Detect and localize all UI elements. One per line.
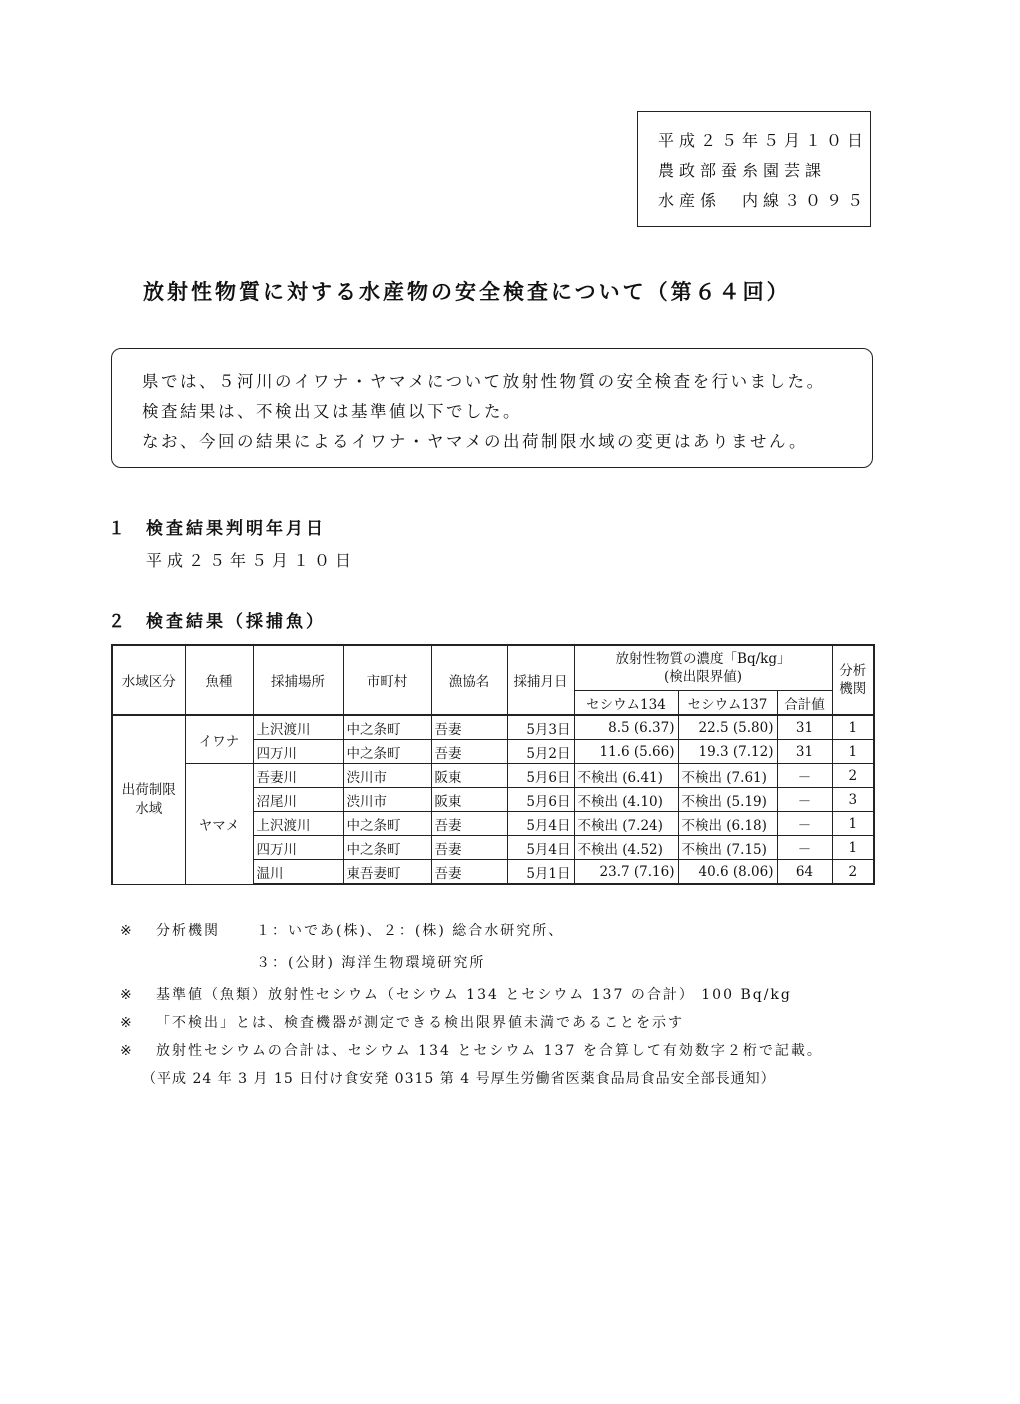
- cell-cs137: 不検出 (6.18): [678, 812, 777, 836]
- area-line-1: 出荷制限: [121, 781, 176, 798]
- header-department: 農政部蚕糸園芸課: [658, 161, 827, 180]
- cell-location: 四万川: [253, 836, 343, 860]
- cell-cs134: 11.6 (5.66): [574, 740, 678, 764]
- cell-total: －: [777, 788, 832, 812]
- cell-cs137: 40.6 (8.06): [678, 860, 777, 885]
- cell-date: 5月4日: [507, 836, 574, 860]
- cell-cs134: 不検出 (4.52): [574, 836, 678, 860]
- summary-line-1: 県では、５河川のイワナ・ヤマメについて放射性物質の安全検査を行いました。: [142, 372, 826, 391]
- header-concentration-line-1: 放射性物質の濃度「Bq/kg」: [615, 651, 791, 667]
- results-table: [111, 644, 875, 885]
- note-standard: [120, 984, 792, 1004]
- header-lab: [832, 645, 874, 715]
- cell-total: －: [777, 764, 832, 788]
- cell-municipality: 渋川市: [343, 788, 431, 812]
- section-2-heading: [108, 607, 326, 632]
- cell-date: 5月1日: [507, 860, 574, 885]
- note-not-detected-text: 「不検出」とは、検査機器が測定できる検出限界値未満であることを示す: [156, 1015, 684, 1031]
- cell-date: 5月4日: [507, 812, 574, 836]
- cell-total: －: [777, 836, 832, 860]
- note-lab: [120, 920, 564, 940]
- cell-cs134: 不検出 (7.24): [574, 812, 678, 836]
- section-2-title: 検査結果（採捕魚）: [146, 612, 326, 632]
- cell-total: 31: [777, 740, 832, 764]
- summary-box: [111, 348, 873, 468]
- cell-fishery: 吾妻: [431, 740, 507, 764]
- note-lab-label: 分析機関: [156, 923, 220, 939]
- species-yamame: ヤマメ: [185, 764, 253, 885]
- cell-lab: 1: [832, 836, 874, 860]
- note-total-text: 放射性セシウムの合計は、セシウム 134 とセシウム 137 を合算して有効数字２桁で記載。: [156, 1043, 823, 1059]
- section-2-number: ２: [108, 612, 128, 632]
- table-row: [112, 764, 874, 788]
- note-mark: ※: [120, 1043, 134, 1059]
- header-info-box: [637, 111, 871, 227]
- cell-fishery: 吾妻: [431, 812, 507, 836]
- cell-cs137: 22.5 (5.80): [678, 715, 777, 740]
- species-iwana: イワナ: [185, 715, 253, 764]
- cell-municipality: 渋川市: [343, 764, 431, 788]
- header-municipality: 市町村: [343, 645, 431, 715]
- cell-date: 5月3日: [507, 715, 574, 740]
- cell-lab: 1: [832, 812, 874, 836]
- cell-municipality: 中之条町: [343, 740, 431, 764]
- cell-fishery: 吾妻: [431, 836, 507, 860]
- cell-cs137: 19.3 (7.12): [678, 740, 777, 764]
- cell-fishery: 吾妻: [431, 860, 507, 885]
- header-lab-line-2: 機関: [839, 681, 867, 697]
- cell-location: 沼尾川: [253, 788, 343, 812]
- cell-cs137: 不検出 (7.61): [678, 764, 777, 788]
- cell-municipality: 中之条町: [343, 715, 431, 740]
- header-location: 採捕場所: [253, 645, 343, 715]
- cell-date: 5月2日: [507, 740, 574, 764]
- table-row: [112, 715, 874, 740]
- cell-cs134: 不検出 (4.10): [574, 788, 678, 812]
- cell-cs137: 不検出 (7.15): [678, 836, 777, 860]
- cell-lab: 1: [832, 740, 874, 764]
- cell-municipality: 中之条町: [343, 812, 431, 836]
- cell-date: 5月6日: [507, 788, 574, 812]
- section-1-title: 検査結果判明年月日: [146, 519, 326, 539]
- cell-cs134: 不検出 (6.41): [574, 764, 678, 788]
- cell-location: 温川: [253, 860, 343, 885]
- cell-date: 5月6日: [507, 764, 574, 788]
- section-1-heading: [108, 514, 326, 539]
- document-title: 放射性物質に対する水産物の安全検査について（第６４回）: [143, 280, 791, 304]
- cell-location: 四万川: [253, 740, 343, 764]
- summary-line-2: 検査結果は、不検出又は基準値以下でした。: [142, 402, 522, 421]
- header-cs137: セシウム137: [678, 691, 777, 716]
- table-header-row-1: [112, 645, 874, 691]
- header-contact: 水産係 内線３０９５: [658, 191, 869, 210]
- note-mark: ※: [120, 923, 134, 939]
- cell-municipality: 中之条町: [343, 836, 431, 860]
- cell-total: 64: [777, 860, 832, 885]
- note-standard-text: 基準値（魚類）放射性セシウム（セシウム 134 とセシウム 137 の合計） 100 Bq/kg: [156, 987, 792, 1003]
- note-mark: ※: [120, 1015, 134, 1031]
- header-total: 合計値: [777, 691, 832, 716]
- area-line-2: 水域: [135, 800, 163, 817]
- cell-lab: 2: [832, 764, 874, 788]
- note-not-detected: [120, 1012, 684, 1032]
- header-concentration-line-2: (検出限界値): [663, 669, 743, 685]
- header-cs134: セシウム134: [574, 691, 678, 716]
- cell-total: －: [777, 812, 832, 836]
- cell-cs134: 8.5 (6.37): [574, 715, 678, 740]
- note-reference: （平成 24 年 3 月 15 日付け食安発 0315 第 4 号厚生労働省医薬食品局食品安全部長通知）: [142, 1071, 776, 1087]
- cell-fishery: 阪東: [431, 764, 507, 788]
- cell-cs134: 23.7 (7.16): [574, 860, 678, 885]
- header-date: 平成２５年５月１０日: [658, 131, 869, 150]
- cell-fishery: 阪東: [431, 788, 507, 812]
- header-concentration: [574, 645, 832, 691]
- cell-total: 31: [777, 715, 832, 740]
- area-cell: [112, 715, 185, 884]
- note-lab-line-2: ３：(公財) 海洋生物環境研究所: [256, 955, 486, 971]
- cell-location: 上沢渡川: [253, 715, 343, 740]
- note-mark: ※: [120, 987, 134, 1003]
- header-species: 魚種: [185, 645, 253, 715]
- cell-location: 上沢渡川: [253, 812, 343, 836]
- note-lab-line-1: １：いであ(株)、２：(株) 総合水研究所、: [256, 923, 565, 939]
- section-1-number: １: [108, 519, 128, 539]
- cell-lab: 1: [832, 715, 874, 740]
- cell-municipality: 東吾妻町: [343, 860, 431, 885]
- cell-cs137: 不検出 (5.19): [678, 788, 777, 812]
- section-1-body: 平成２５年５月１０日: [146, 551, 357, 570]
- cell-lab: 3: [832, 788, 874, 812]
- header-area: 水域区分: [112, 645, 185, 715]
- note-total: [120, 1040, 823, 1060]
- cell-lab: 2: [832, 860, 874, 885]
- header-date: 採捕月日: [507, 645, 574, 715]
- cell-location: 吾妻川: [253, 764, 343, 788]
- cell-fishery: 吾妻: [431, 715, 507, 740]
- header-fishery: 漁協名: [431, 645, 507, 715]
- summary-line-3: なお、今回の結果によるイワナ・ヤマメの出荷制限水域の変更はありません。: [142, 432, 808, 451]
- header-lab-line-1: 分析: [839, 663, 867, 679]
